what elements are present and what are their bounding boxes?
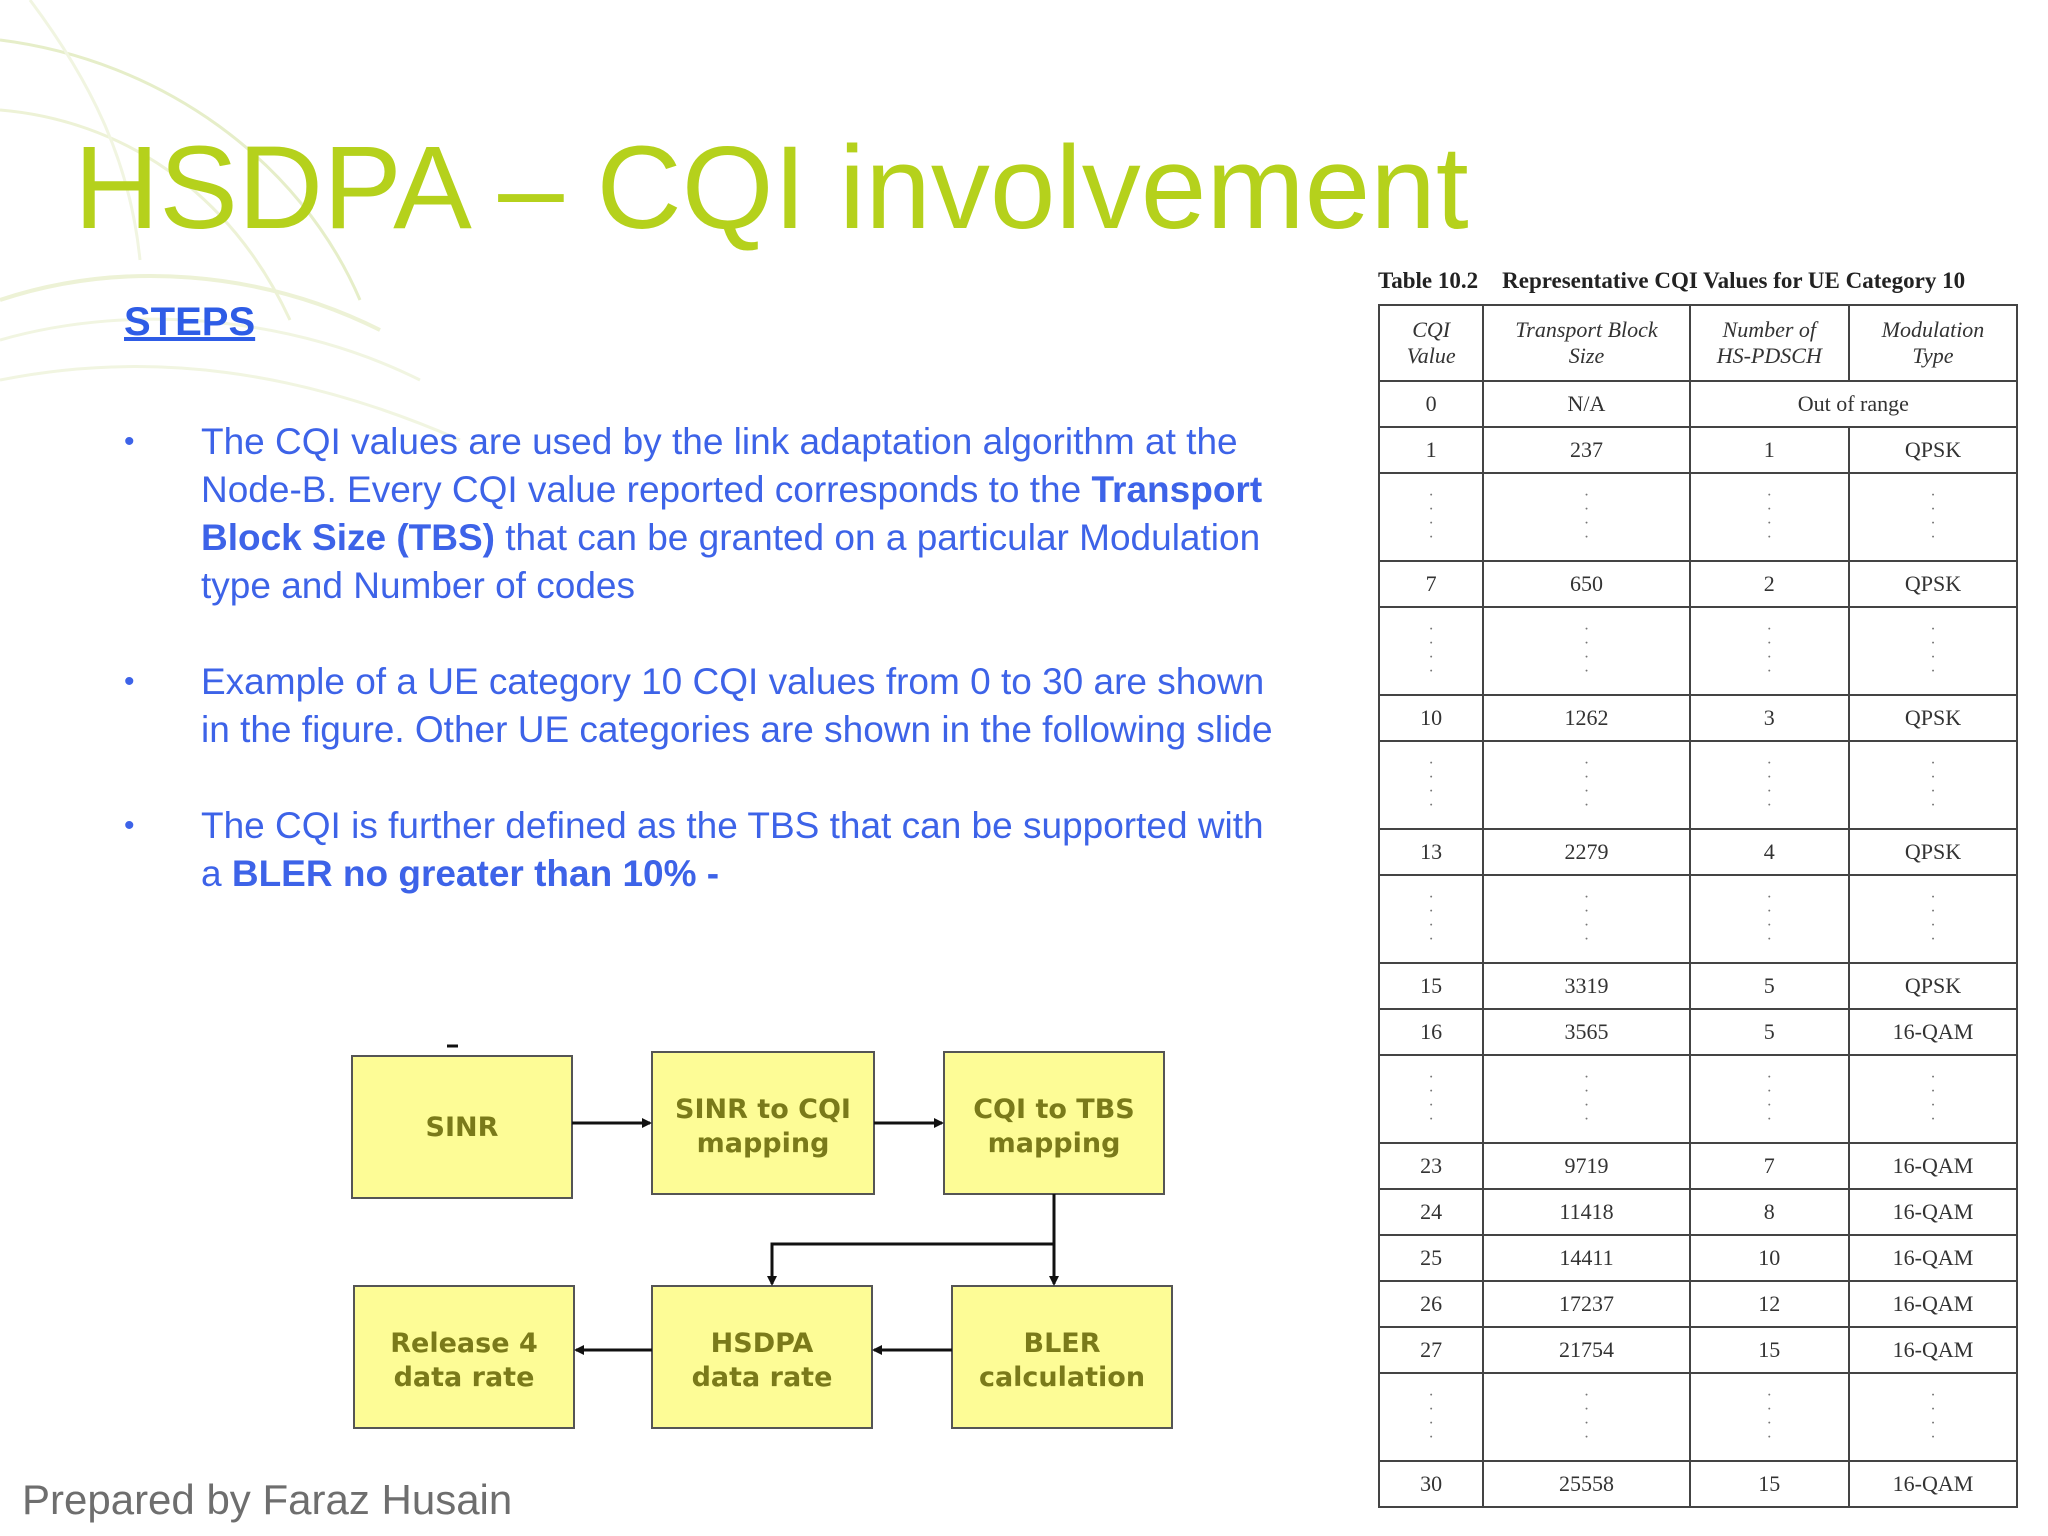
cell-cqi: 0 (1379, 381, 1483, 427)
release4-label: data rate (393, 1362, 535, 1393)
table-number: Table 10.2 (1378, 268, 1479, 293)
cell-tbs: 650 (1483, 561, 1689, 607)
sinr-to-cqi-box (652, 1052, 874, 1194)
cell-out-of-range: Out of range (1690, 381, 2017, 427)
ellipsis-cell: · · · · (1849, 875, 2017, 963)
ellipsis-cell: · · · · (1690, 607, 1849, 695)
release4-rate-box (354, 1286, 574, 1428)
table-ellipsis-row (1379, 473, 2017, 561)
hsdpa-rate-label: HSDPA (710, 1328, 814, 1359)
arrow-tbs-to-hsdpa (772, 1194, 1054, 1284)
cell-mod: QPSK (1849, 963, 2017, 1009)
cell-mod: 16-QAM (1849, 1327, 2017, 1373)
cell-codes: 10 (1690, 1235, 1849, 1281)
cell-tbs: 2279 (1483, 829, 1689, 875)
cell-cqi: 1 (1379, 427, 1483, 473)
slide-title: HSDPA – CQI involvement (74, 122, 1469, 254)
footer-credit: Prepared by Faraz Husain (22, 1476, 513, 1523)
cqi-table (1378, 304, 2018, 1508)
cell-cqi: 16 (1379, 1009, 1483, 1055)
ellipsis-cell: · · · · (1483, 1373, 1689, 1461)
table-caption (1378, 268, 1965, 294)
cell-tbs: N/A (1483, 381, 1689, 427)
cell-tbs: 237 (1483, 427, 1689, 473)
cell-codes: 1 (1690, 427, 1849, 473)
table-row (1379, 1235, 2017, 1281)
table-row (1379, 381, 2017, 427)
cell-codes: 4 (1690, 829, 1849, 875)
cell-cqi: 30 (1379, 1461, 1483, 1507)
cell-cqi: 26 (1379, 1281, 1483, 1327)
cell-tbs: 9719 (1483, 1143, 1689, 1189)
cell-codes: 5 (1690, 1009, 1849, 1055)
cell-tbs: 14411 (1483, 1235, 1689, 1281)
table-row (1379, 963, 2017, 1009)
cell-mod: 16-QAM (1849, 1009, 2017, 1055)
bullet-bold-text: Transport Block Size (TBS) (201, 469, 1263, 558)
cell-tbs: 25558 (1483, 1461, 1689, 1507)
cell-codes: 12 (1690, 1281, 1849, 1327)
ellipsis-cell: · · · · (1379, 875, 1483, 963)
table-row (1379, 1461, 2017, 1507)
table-row (1379, 427, 2017, 473)
cell-mod: QPSK (1849, 829, 2017, 875)
cell-codes: 3 (1690, 695, 1849, 741)
table-ellipsis-row (1379, 1055, 2017, 1143)
cell-cqi: 25 (1379, 1235, 1483, 1281)
cell-tbs: 17237 (1483, 1281, 1689, 1327)
cell-codes: 8 (1690, 1189, 1849, 1235)
ellipsis-cell: · · · · (1690, 875, 1849, 963)
cell-tbs: 3319 (1483, 963, 1689, 1009)
cell-cqi: 7 (1379, 561, 1483, 607)
cqi-to-tbs-label: CQI to TBS (973, 1094, 1135, 1125)
table-row (1379, 1281, 2017, 1327)
cell-mod: QPSK (1849, 695, 2017, 741)
bullet-text: The CQI values are used by the link adaptation algorithm at the Node-B. Every CQI value reported corresponds to the (201, 421, 1238, 510)
ellipsis-cell: · · · · (1379, 1373, 1483, 1461)
ellipsis-cell: · · · · (1690, 741, 1849, 829)
cell-mod: QPSK (1849, 427, 2017, 473)
release4-label: Release 4 (390, 1328, 538, 1359)
cell-codes: 15 (1690, 1327, 1849, 1373)
cell-codes: 5 (1690, 963, 1849, 1009)
ellipsis-cell: · · · · (1483, 607, 1689, 695)
cell-cqi: 15 (1379, 963, 1483, 1009)
ellipsis-cell: · · · · (1483, 741, 1689, 829)
header-transport-block-size: Transport Block Size (1483, 305, 1689, 381)
table-ellipsis-row (1379, 1373, 2017, 1461)
bullet-item (124, 802, 1294, 898)
hsdpa-rate-box (652, 1286, 872, 1428)
table-row (1379, 1189, 2017, 1235)
cell-mod: QPSK (1849, 561, 2017, 607)
sinr-to-cqi-label: SINR to CQI (675, 1094, 851, 1125)
steps-heading[interactable]: STEPS (124, 300, 256, 344)
sinr-to-cqi-label: mapping (696, 1128, 830, 1159)
header-number-of-hs-pdsch: Number of HS-PDSCH (1690, 305, 1849, 381)
bullet-text: that can be granted on a particular Modulation type and Number of codes (201, 517, 1261, 606)
ellipsis-cell: · · · · (1690, 1373, 1849, 1461)
cell-codes: 15 (1690, 1461, 1849, 1507)
bullet-text: Example of a UE category 10 CQI values from 0 to 30 are shown in the figure. Other UE categories are shown in the following slide (201, 661, 1273, 750)
ellipsis-cell: · · · · (1849, 1055, 2017, 1143)
ellipsis-cell: · · · · (1690, 1055, 1849, 1143)
cell-mod: 16-QAM (1849, 1235, 2017, 1281)
hsdpa-rate-label: data rate (691, 1362, 833, 1393)
cell-codes: 7 (1690, 1143, 1849, 1189)
ellipsis-cell: · · · · (1379, 741, 1483, 829)
bullet-text: The CQI is further defined as the TBS that can be supported with a (201, 805, 1264, 894)
cqi-flow-diagram (340, 1040, 1180, 1440)
cell-cqi: 10 (1379, 695, 1483, 741)
cell-cqi: 27 (1379, 1327, 1483, 1373)
cell-codes: 2 (1690, 561, 1849, 607)
ellipsis-cell: · · · · (1483, 1055, 1689, 1143)
bullet-dot: • (124, 425, 135, 458)
table-row (1379, 1327, 2017, 1373)
ellipsis-cell: · · · · (1379, 607, 1483, 695)
cell-mod: 16-QAM (1849, 1281, 2017, 1327)
sinr-box (352, 1056, 572, 1198)
ellipsis-cell: · · · · (1379, 473, 1483, 561)
cell-cqi: 23 (1379, 1143, 1483, 1189)
bullet-dot: • (124, 665, 135, 698)
cqi-to-tbs-label: mapping (987, 1128, 1121, 1159)
ellipsis-cell: · · · · (1690, 473, 1849, 561)
header-cqi-value: CQI Value (1379, 305, 1483, 381)
header-modulation-type: Modulation Type (1849, 305, 2017, 381)
table-row (1379, 1009, 2017, 1055)
table-row (1379, 829, 2017, 875)
bler-label: calculation (978, 1362, 1146, 1393)
bler-label: BLER (1023, 1328, 1101, 1359)
table-ellipsis-row (1379, 607, 2017, 695)
ellipsis-cell: · · · · (1849, 473, 2017, 561)
bullet-bold-text: BLER no greater than 10% - (231, 853, 720, 894)
ellipsis-cell: · · · · (1379, 1055, 1483, 1143)
cell-cqi: 24 (1379, 1189, 1483, 1235)
bler-calc-box (952, 1286, 1172, 1428)
ellipsis-cell: · · · · (1849, 1373, 2017, 1461)
table-header-row (1379, 305, 2017, 381)
cell-mod: 16-QAM (1849, 1143, 2017, 1189)
ellipsis-cell: · · · · (1483, 875, 1689, 963)
bullet-list (124, 418, 1294, 946)
cell-tbs: 3565 (1483, 1009, 1689, 1055)
ellipsis-cell: · · · · (1849, 607, 2017, 695)
bullet-item (124, 418, 1294, 610)
cell-tbs: 11418 (1483, 1189, 1689, 1235)
cell-mod: 16-QAM (1849, 1189, 2017, 1235)
table-ellipsis-row (1379, 875, 2017, 963)
table-row (1379, 695, 2017, 741)
cell-cqi: 13 (1379, 829, 1483, 875)
ellipsis-cell: · · · · (1849, 741, 2017, 829)
cell-mod: 16-QAM (1849, 1461, 2017, 1507)
cqi-to-tbs-box (944, 1052, 1164, 1194)
table-title: Representative CQI Values for UE Category 10 (1502, 268, 1966, 293)
ellipsis-cell: · · · · (1483, 473, 1689, 561)
cell-tbs: 1262 (1483, 695, 1689, 741)
table-row (1379, 561, 2017, 607)
table-ellipsis-row (1379, 741, 2017, 829)
table-row (1379, 1143, 2017, 1189)
sinr-label: SINR (425, 1112, 499, 1143)
bullet-dot: • (124, 809, 135, 842)
cell-tbs: 21754 (1483, 1327, 1689, 1373)
bullet-item (124, 658, 1294, 754)
